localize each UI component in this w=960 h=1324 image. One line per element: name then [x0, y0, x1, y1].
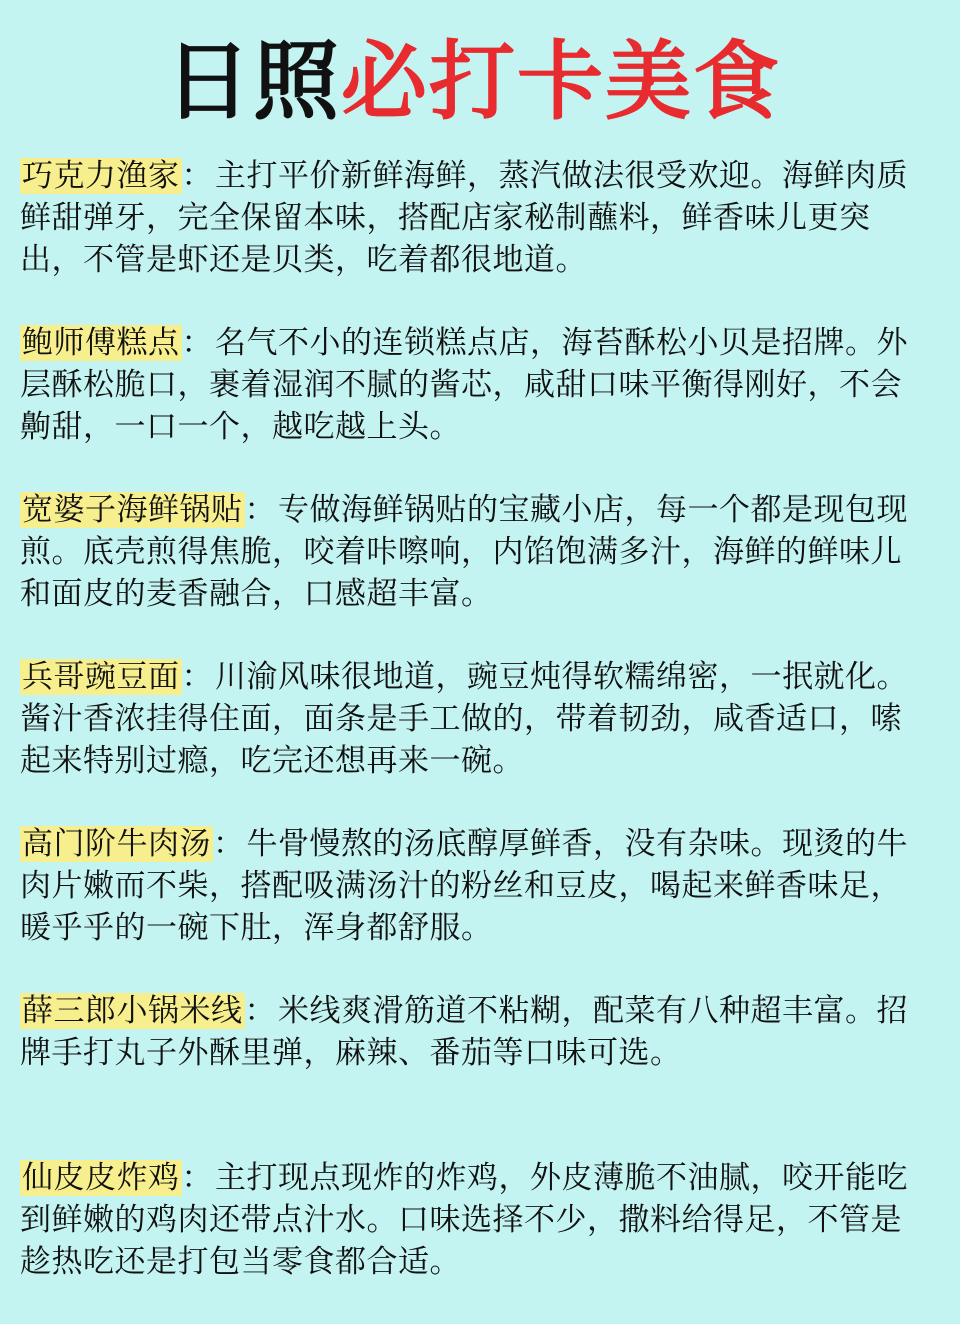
page-title [20, 0, 926, 155]
title-city: 日照 [165, 32, 341, 132]
name-separator: ： [213, 826, 245, 862]
title-highlight: 必打卡美食 [341, 32, 781, 132]
restaurant-item [20, 656, 926, 823]
restaurant-description: 名气不小的连锁糕点店，海苔酥松小贝是招牌。外层酥松脆口，裹着湿润不腻的酱芯，咸甜口味平衡得刚好，不会齁甜，一口一个，越吃越上头。 [20, 325, 908, 445]
restaurant-name: 鲍师傅糕点 [22, 325, 180, 361]
restaurant-description: 专做海鲜锅贴的宝藏小店，每一个都是现包现煎。底壳煎得焦脆，咬着咔嚓响，内馅饱满多汁，海鲜的鲜味儿和面皮的麦香融合，口感超丰富。 [20, 492, 908, 612]
restaurant-name: 兵哥豌豆面 [22, 659, 180, 695]
restaurant-item [20, 155, 926, 322]
restaurant-item [20, 489, 926, 656]
restaurant-name: 宽婆子海鲜锅贴 [22, 492, 243, 528]
restaurant-list [20, 155, 926, 1324]
restaurant-item [20, 322, 926, 489]
restaurant-name: 仙皮皮炸鸡 [22, 1160, 180, 1196]
restaurant-name: 巧克力渔家 [22, 158, 180, 194]
restaurant-description: 米线爽滑筋道不粘糊，配菜有八种超丰富。招牌手打丸子外酥里弹，麻辣、番茄等口味可选。 [20, 993, 908, 1071]
restaurant-description: 川渝风味很地道，豌豆炖得软糯绵密，一抿就化。酱汁香浓挂得住面，面条是手工做的，带着韧劲，咸香适口，嗦起来特别过瘾，吃完还想再来一碗。 [20, 659, 908, 779]
name-separator: ： [244, 993, 276, 1029]
name-separator: ： [181, 659, 213, 695]
restaurant-item [20, 1157, 926, 1324]
restaurant-description: 牛骨慢熬的汤底醇厚鲜香，没有杂味。现烫的牛肉片嫩而不柴，搭配吸满汤汁的粉丝和豆皮，喝起来鲜香味足，暖乎乎的一碗下肚，浑身都舒服。 [20, 826, 908, 946]
restaurant-name: 高门阶牛肉汤 [22, 826, 211, 862]
name-separator: ： [244, 492, 276, 528]
restaurant-description: 主打平价新鲜海鲜，蒸汽做法很受欢迎。海鲜肉质鲜甜弹牙，完全保留本味，搭配店家秘制蘸料，鲜香味儿更突出，不管是虾还是贝类，吃着都很地道。 [20, 158, 908, 278]
name-separator: ： [181, 1160, 213, 1196]
restaurant-item [20, 823, 926, 990]
name-separator: ： [181, 325, 213, 361]
restaurant-item [20, 990, 926, 1157]
name-separator: ： [181, 158, 213, 194]
restaurant-name: 薛三郎小锅米线 [22, 993, 243, 1029]
restaurant-description: 主打现点现炸的炸鸡，外皮薄脆不油腻，咬开能吃到鲜嫩的鸡肉还带点汁水。口味选择不少，撒料给得足，不管是趁热吃还是打包当零食都合适。 [20, 1160, 908, 1280]
